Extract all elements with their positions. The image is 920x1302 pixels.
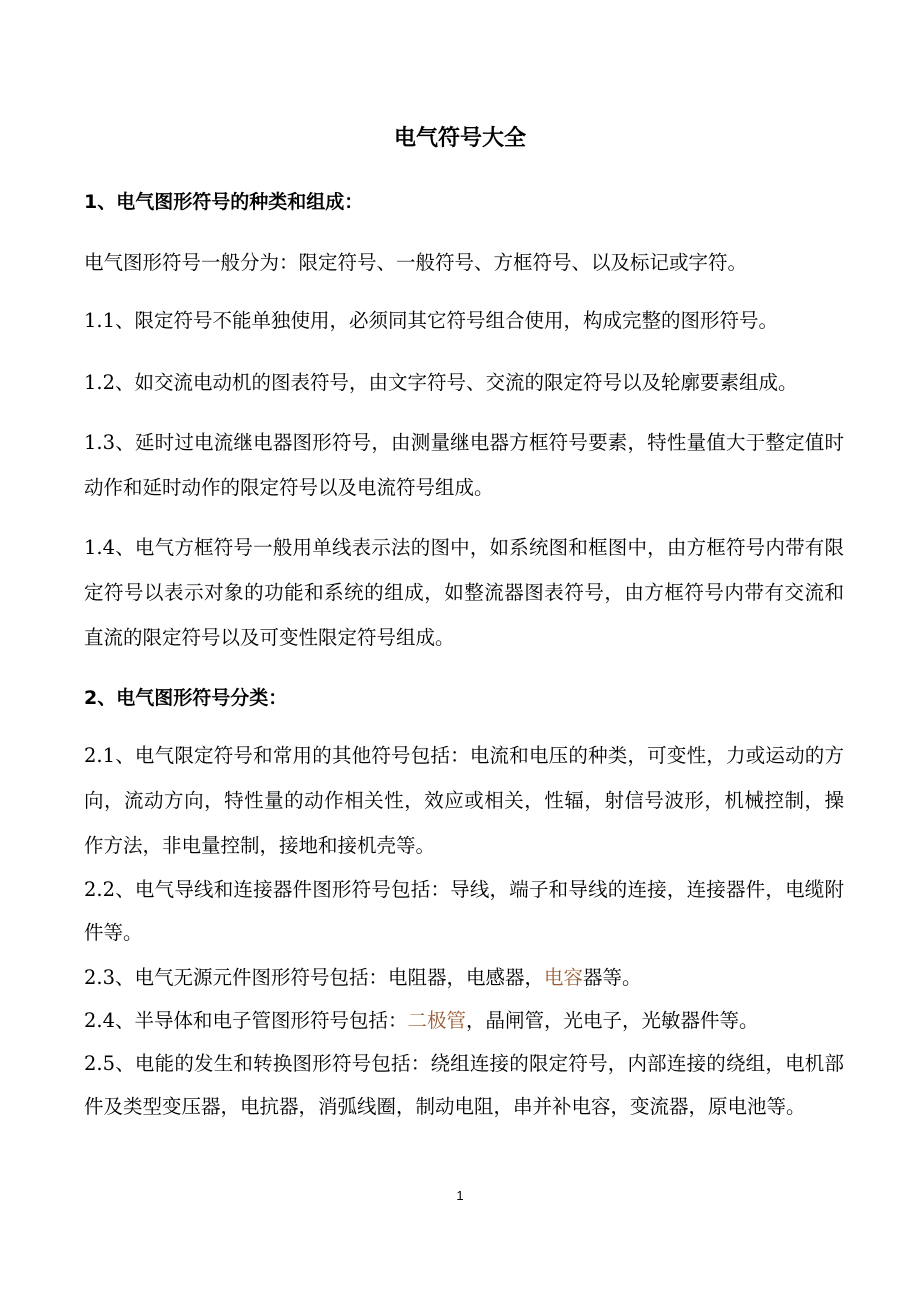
paragraph-2-4-tail: ，晶闸管，光电子，光敏器件等。 [466,1009,759,1032]
paragraph-2-3-tail: 器等。 [583,966,642,989]
paragraph-2-4-text: 2.4、半导体和电子管图形符号包括： [84,1009,408,1032]
paragraph-2-3-text: 2.3、电气无源元件图形符号包括：电阻器，电感器， [84,966,545,989]
section-1-heading: 1、电气图形符号的种类和组成： [84,191,364,213]
capacitor-link[interactable]: 电容 [544,966,584,989]
paragraph-1-4: 1.4、电气方框符号一般用单线表示法的图中，如系统图和框图中，由方框符号内带有限定符号以表示对象的功能和系统的组成，如整流器图表符号，由方框符号内带有交流和直流的限定符号以及可变性限定符号组成。 [84,536,844,649]
paragraph-2-5: 2.5、电能的发生和转换图形符号包括：绕组连接的限定符号，内部连接的绕组，电机部件及类型变压器，电抗器，消弧线圈，制动电阻，串并补电容，变流器，原电池等。 [84,1052,844,1118]
paragraph-2-4 [84,999,844,1042]
paragraph-2-1: 2.1、电气限定符号和常用的其他符号包括：电流和电压的种类，可变性，力或运动的方向，流动方向，特性量的动作相关性，效应或相关，性辐，射信号波形，机械控制，操作方法，非电量控制，接地和接机壳等。 [84,744,844,857]
section-2-heading: 2、电气图形符号分类： [84,687,288,709]
document-title: 电气符号大全 [393,126,526,151]
paragraph-1-3: 1.3、延时过电流继电器图形符号，由测量继电器方框符号要素，特性量值大于整定值时动作和延时动作的限定符号以及电流符号组成。 [84,431,844,499]
paragraph-2-2: 2.2、电气导线和连接器件图形符号包括：导线，端子和导线的连接，连接器件，电缆附件等。 [84,878,844,944]
paragraph-1-1: 1.1、限定符号不能单独使用，必须同其它符号组合使用，构成完整的图形符号。 [84,309,779,332]
paragraph-1-2: 1.2、如交流电动机的图表符号，由文字符号、交流的限定符号以及轮廓要素组成。 [84,371,798,394]
page-number: 1 [456,1188,464,1203]
diode-link[interactable]: 二极管 [407,1009,467,1032]
section-1-intro: 电气图形符号一般分为：限定符号、一般符号、方框符号、以及标记或字符。 [84,251,748,274]
paragraph-2-3 [84,956,844,999]
